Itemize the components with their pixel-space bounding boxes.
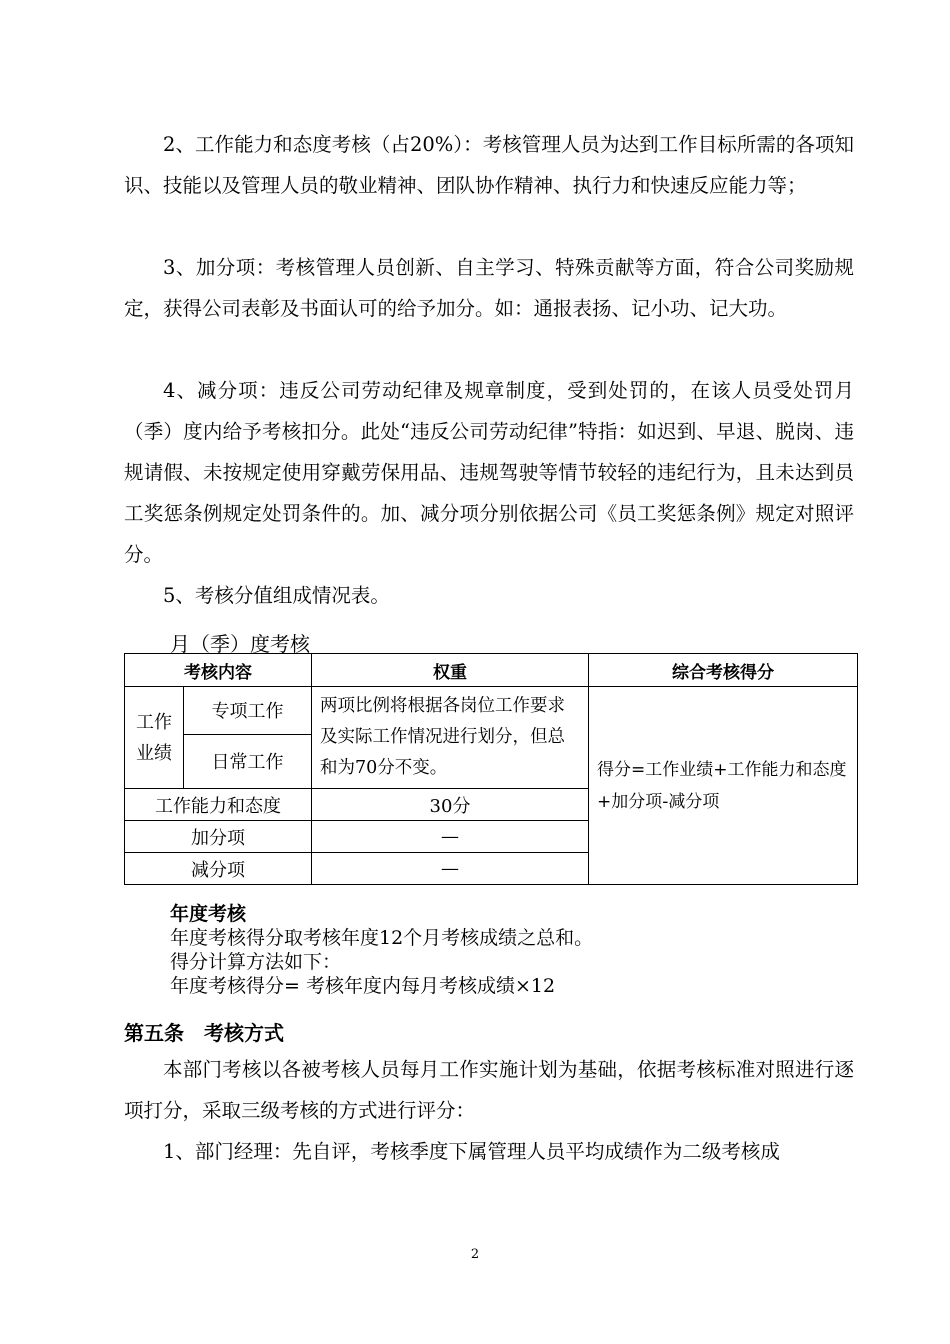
annual-formula-line: 年度考核得分= 考核年度内每月考核成绩×12 [170,975,556,997]
paragraph-assessment-method: 本部门考核以各被考核人员每月工作实施计划为基础，依据考核标准对照进行逐项打分，采取三级考核的方式进行评分： [124,1058,854,1122]
annual-assessment-title: 年度考核 [170,903,247,925]
header-total-score: 综合考核得分 [589,654,858,687]
table-header-row [125,654,858,687]
annual-assessment-line: 年度考核得分取考核年度12个月考核成绩之总和。 [170,927,594,949]
bonus-weight-cell: — [312,821,589,853]
score-composition-table [124,653,858,885]
performance-group-cell: 工作业绩 [125,687,184,789]
formula-cell: 得分=工作业绩+工作能力和态度+加分项-减分项 [589,687,858,885]
header-content: 考核内容 [125,654,312,687]
paragraph-deduction-items: 4、减分项：违反公司劳动纪律及规章制度，受到处罚的，在该人员受处罚月（季）度内给予考核扣分。此处“违反公司劳动纪律”特指：如迟到、早退、脱岗、违规请假、未按规定使用穿戴劳保用品、违规驾驶等情节较轻的违纪行为，且未达到员工奖惩条例规定处罚条件的。加、减分项分别依据公司《员工奖惩条例》规定对照评分。 [124,379,854,566]
ability-cell: 工作能力和态度 [125,789,312,821]
daily-work-cell: 日常工作 [184,734,312,788]
performance-weight-cell: 两项比例将根据各岗位工作要求及实际工作情况进行划分，但总和为70分不变。 [312,687,589,789]
deduction-cell: 减分项 [125,853,312,885]
paragraph-ability-assessment: 2、工作能力和态度考核（占20%）：考核管理人员为达到工作目标所需的各项知识、技能以及管理人员的敬业精神、团队协作精神、执行力和快速反应能力等； [124,133,854,197]
page-number: 2 [470,1247,480,1262]
ability-weight-cell: 30分 [312,789,589,821]
monthly-assessment-title: 月（季）度考核 [170,632,310,656]
deduction-weight-cell: — [312,853,589,885]
bonus-cell: 加分项 [125,821,312,853]
article-five-heading: 第五条 考核方式 [124,1021,284,1045]
table-row [125,687,858,735]
special-work-cell: 专项工作 [184,687,312,735]
annual-method-line: 得分计算方法如下： [170,951,342,973]
paragraph-department-manager: 1、部门经理：先自评，考核季度下属管理人员平均成绩作为二级考核成 [163,1140,780,1163]
paragraph-bonus-items: 3、加分项：考核管理人员创新、自主学习、特殊贡献等方面，符合公司奖励规定，获得公司表彰及书面认可的给予加分。如：通报表扬、记小功、记大功。 [124,256,854,320]
header-weight: 权重 [312,654,589,687]
paragraph-score-table-intro: 5、考核分值组成情况表。 [163,584,390,607]
